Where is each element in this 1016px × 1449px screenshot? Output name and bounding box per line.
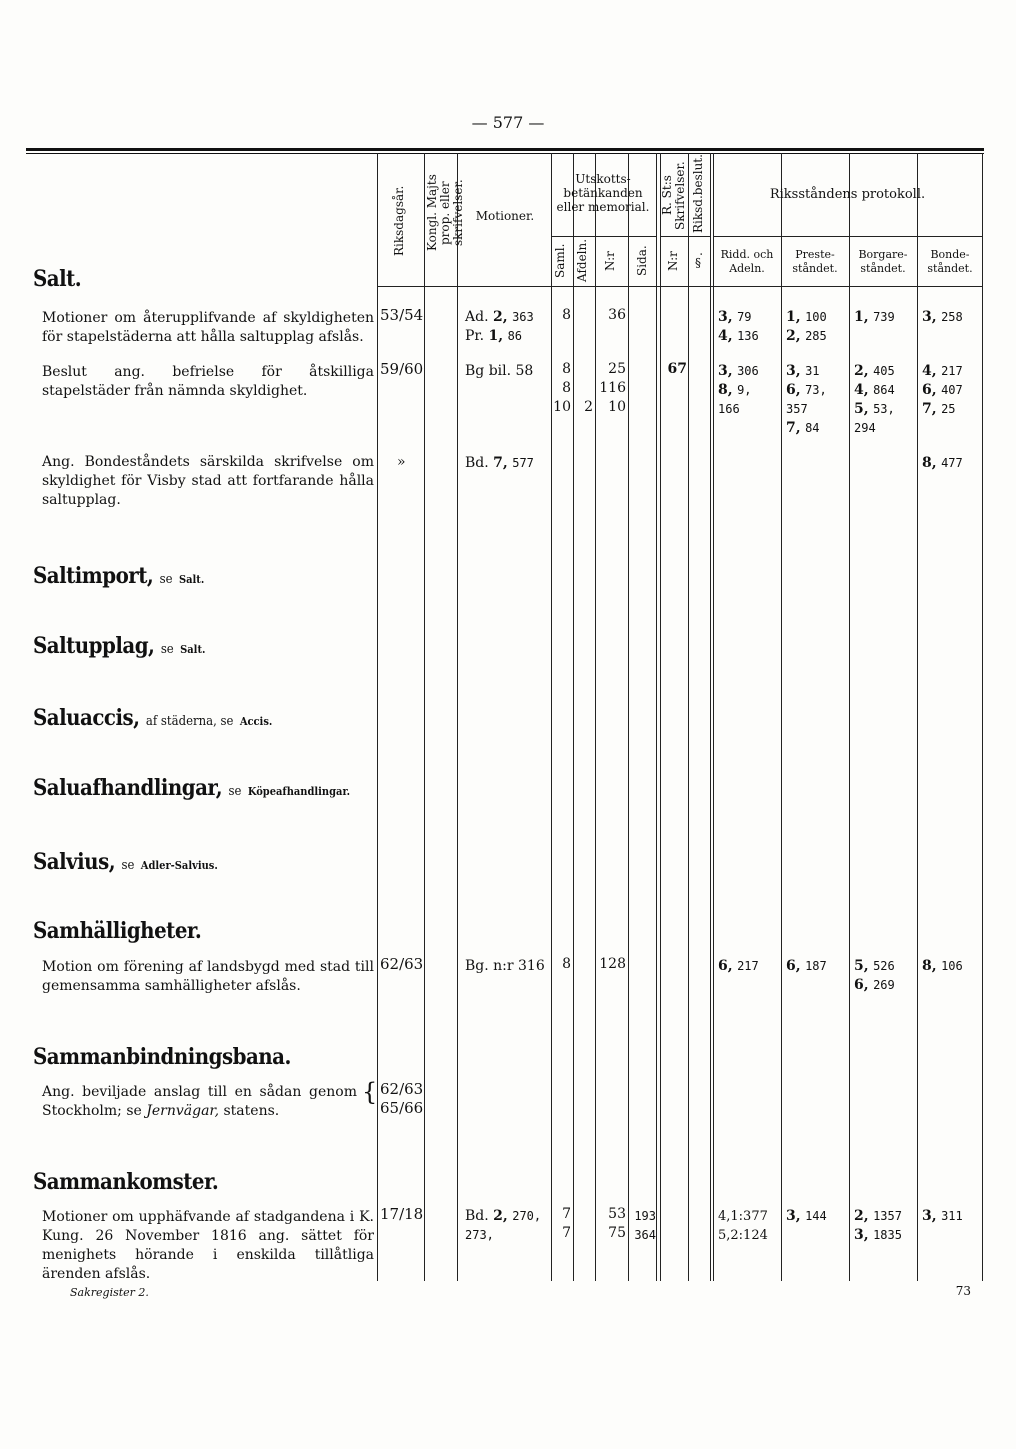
prest-ref: 3, 144 — [786, 1208, 827, 1224]
entry-description: Ang. beviljade anslag till en sådan genom Stockholm; se Jernvägar, statens. — [42, 1084, 357, 1119]
col-line — [917, 153, 918, 1281]
header-ridd: Ridd. och Adeln. — [720, 248, 774, 275]
borg-ref: 2, 1357 3, 1835 — [854, 1208, 902, 1243]
riksdag-year: 62/63 — [380, 955, 424, 973]
header-bottom-line — [377, 286, 982, 287]
motion-ref: Pr. 1, 86 — [465, 328, 523, 344]
header-utskott: Utskotts-betänkanden eller memorial. — [556, 172, 650, 214]
motion-ref: Bg. n:r 316 — [465, 958, 545, 974]
header-protokoll: Riksståndens protokoll. — [769, 187, 926, 202]
motion-ref: Bd. 7, 577 — [465, 455, 534, 471]
riksdag-year: 62/63 65/66 — [380, 1080, 424, 1117]
prest-ref: 6, 187 — [786, 958, 827, 974]
header-prest: Preste-ståndet. — [792, 248, 838, 275]
heading-saltimport: Saltimport, se Salt. — [33, 563, 205, 589]
header-rst-skrif: R. St:s Skrifvelser. — [660, 161, 687, 230]
col-line — [424, 153, 425, 1281]
header-saml: Saml. — [553, 243, 567, 279]
ridd-ref: 4,1:377 5,2:124 — [718, 1209, 768, 1243]
motion-ref: Bg bil. 58 — [465, 363, 534, 379]
borg-ref: 5, 526 6, 269 — [854, 958, 895, 993]
riksdag-year: 59/60 — [380, 360, 424, 378]
col-line — [713, 153, 714, 1281]
col-line — [377, 153, 378, 1281]
top-rule — [26, 148, 984, 151]
heading-saluafhandlingar: Saluafhandlingar, se Köpeafhandlingar. — [33, 775, 351, 801]
entry-description: Motioner om återupplifvande af skyldigheten för stapelstäderna att hålla saltupplag afslås. — [42, 310, 374, 345]
entry-description: Motioner om upphäfvande af stadgandena i K. Kung. 26 November 1816 ang. sättet för menighets hörande i enskilda tillåtliga ärenden afslås. — [42, 1209, 374, 1282]
col-line — [849, 153, 850, 1281]
header-motioner: Motioner. — [475, 209, 535, 223]
header-divider — [551, 236, 656, 237]
nr-value: 53 75 — [608, 1206, 626, 1241]
ridd-ref: 3, 79 4, 136 — [718, 309, 759, 344]
header-riksd-beslut: Riksd.beslut. — [691, 154, 705, 233]
motion-ref: Ad. 2, 363 — [465, 309, 534, 325]
header-nr: N:r — [603, 251, 617, 271]
riksdag-year: 17/18 — [380, 1205, 424, 1223]
saml-value: 8 8 10 — [553, 361, 571, 415]
borg-ref: 1, 739 — [854, 309, 895, 325]
motion-ref: Bd. 2, 270, 273, — [465, 1208, 542, 1242]
header-bonde: Bonde-ståndet. — [927, 248, 973, 275]
heading-samhalligheter: Samhälligheter. — [33, 918, 202, 944]
bonde-ref: 8, 477 — [922, 455, 963, 471]
ridd-ref: 3, 306 8, 9, 166 — [718, 363, 759, 416]
header-riksdagsar: Riksdagsår. — [392, 185, 406, 257]
header-borgare: Borgare-ståndet. — [858, 248, 908, 275]
saml-value: 8 — [562, 307, 571, 323]
ridd-ref: 6, 217 — [718, 958, 759, 974]
bonde-ref: 3, 258 — [922, 309, 963, 325]
heading-sammanbindningsbana: Sammanbindningsbana. — [33, 1044, 291, 1070]
header-afdeln: Afdeln. — [575, 238, 589, 282]
prest-ref: 1, 100 2, 285 — [786, 309, 827, 344]
prest-ref: 3, 31 6, 73, 357 7, 84 — [786, 363, 827, 436]
col-line — [457, 153, 458, 1281]
header-para: §. — [691, 252, 705, 270]
entry-description: Motion om förening af landsbygd med stad till gemensamma samhälligheter afslås. — [42, 959, 374, 994]
header-divider — [713, 236, 982, 237]
header-divider — [660, 236, 710, 237]
rst-nr-value: 67 — [667, 361, 687, 377]
col-line — [781, 153, 782, 1281]
brace-icon: { — [362, 1078, 378, 1106]
nr-value: 36 — [608, 307, 626, 323]
nr-value: 25 116 10 — [599, 361, 626, 415]
col-line — [688, 153, 689, 1281]
heading-saluaccis: Saluaccis, af städerna, se Accis. — [33, 705, 273, 731]
afdeln-value: 2 — [584, 399, 593, 415]
col-line — [628, 153, 629, 1281]
page-number: — 577 — — [471, 113, 545, 132]
heading-salt: Salt. — [33, 266, 82, 292]
sida-value: 193 364 — [634, 1209, 656, 1242]
borg-ref: 2, 405 4, 864 5, 53, 294 — [854, 363, 895, 435]
col-line — [710, 153, 711, 1281]
top-rule-thin — [26, 153, 984, 154]
header-sida: Sida. — [635, 245, 649, 277]
bonde-ref: 8, 106 — [922, 958, 963, 974]
nr-value: 128 — [599, 956, 626, 972]
bonde-ref: 4, 217 6, 407 7, 25 — [922, 363, 963, 417]
header-nr2: N:r — [666, 251, 680, 271]
footer-sheet-number: 73 — [955, 1284, 971, 1298]
saml-value: 8 — [562, 956, 571, 972]
bonde-ref: 3, 311 — [922, 1208, 963, 1224]
heading-salvius: Salvius, se Adler-Salvius. — [33, 849, 218, 875]
heading-sammankomster: Sammankomster. — [33, 1169, 219, 1195]
saml-value: 7 7 — [562, 1206, 571, 1241]
col-line — [656, 153, 657, 1281]
col-line — [660, 153, 661, 1281]
entry-description: Ang. Bondeståndets särskilda skrifvelse om skyldighet för Visby stad att fortfarande hålla saltupplag. — [42, 454, 374, 508]
heading-saltupplag: Saltupplag, se Salt. — [33, 633, 206, 659]
riksdag-year: 53/54 — [380, 306, 424, 324]
riksdag-year: » — [397, 454, 406, 470]
entry-description: Beslut ang. befrielse för åtskilliga stapelstäder från nämnda skyldighet. — [42, 364, 374, 399]
header-kongl-prop: Kongl. Majts prop. eller skrifvelser. — [425, 174, 465, 252]
col-line — [982, 153, 983, 1281]
footer-register: Sakregister 2. — [70, 1286, 149, 1299]
col-line — [573, 153, 574, 1281]
